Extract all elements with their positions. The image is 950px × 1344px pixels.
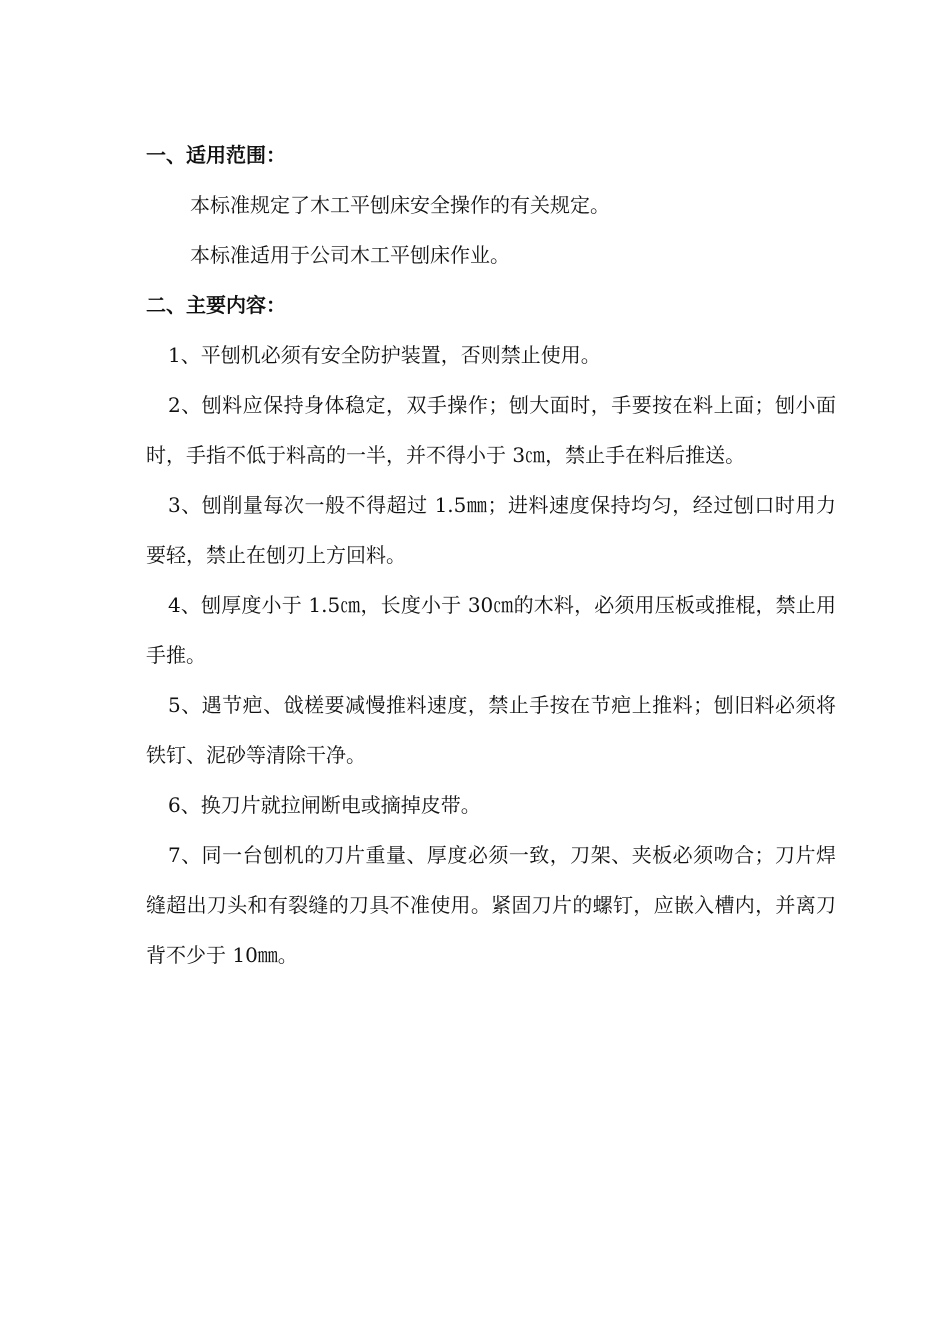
document-page [146, 130, 836, 980]
scope-paragraph-1: 本标准规定了木工平刨床安全操作的有关规定。 [190, 193, 610, 217]
rule-item-6: 6、换刀片就拉闸断电或摘掉皮带。 [168, 793, 481, 817]
rule-item-5: 5、遇节疤、戗槎要减慢推料速度，禁止手按在节疤上推料；刨旧料必须将铁钉、泥砂等清除干净。 [146, 693, 836, 767]
rule-item-3: 3、刨削量每次一般不得超过 1.5㎜；进料速度保持均匀，经过刨口时用力要轻，禁止在刨刃上方回料。 [146, 493, 836, 567]
rule-item-4: 4、刨厚度小于 1.5㎝，长度小于 30㎝的木料，必须用压板或推棍，禁止用手推。 [146, 593, 836, 667]
rule-item-1: 1、平刨机必须有安全防护装置，否则禁止使用。 [168, 343, 601, 367]
scope-paragraph-2: 本标准适用于公司木工平刨床作业。 [190, 243, 510, 267]
rule-item-2: 2、刨料应保持身体稳定，双手操作；刨大面时，手要按在料上面；刨小面时，手指不低于料高的一半，并不得小于 3㎝，禁止手在料后推送。 [146, 393, 836, 467]
rule-item-7: 7、同一台刨机的刀片重量、厚度必须一致，刀架、夹板必须吻合；刀片焊缝超出刀头和有裂缝的刀具不准使用。紧固刀片的螺钉，应嵌入槽内，并离刀背不少于 10㎜。 [146, 843, 836, 967]
section-heading-main-content: 二、主要内容： [146, 293, 286, 317]
section-heading-scope: 一、适用范围： [146, 143, 286, 167]
